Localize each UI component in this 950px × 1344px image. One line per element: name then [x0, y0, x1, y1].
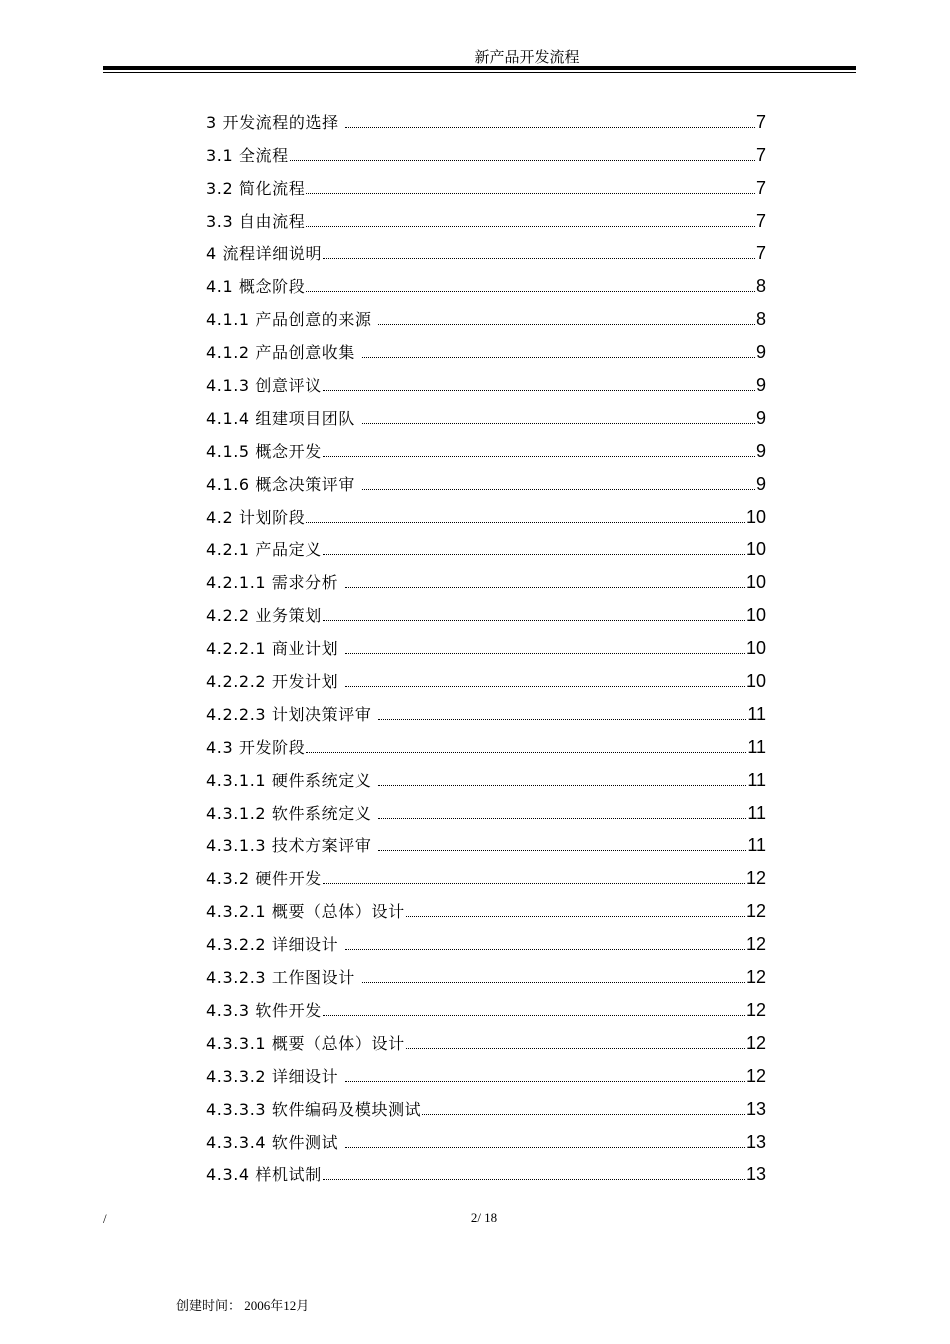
- toc-entry-label: 4.2.1 产品定义: [206, 540, 322, 560]
- toc-entry-page: 8: [755, 309, 766, 330]
- toc-dot-leader: [345, 127, 755, 128]
- toc-entry-label: 4.3.2.3 工作图设计: [206, 968, 361, 988]
- toc-dot-leader: [345, 1081, 745, 1082]
- toc-dot-leader: [345, 587, 745, 588]
- toc-entry[interactable]: [206, 893, 766, 926]
- toc-entry-page: 12: [745, 1065, 766, 1086]
- toc-dot-leader: [345, 949, 745, 950]
- toc-dot-leader: [323, 883, 745, 884]
- toc-entry-page: 9: [755, 342, 766, 363]
- toc-entry[interactable]: [206, 663, 766, 696]
- toc-entry[interactable]: [206, 762, 766, 795]
- toc-entry-page: 10: [745, 605, 766, 626]
- toc-dot-leader: [306, 752, 746, 753]
- toc-entry[interactable]: [206, 992, 766, 1025]
- toc-entry-label: 4.1.4 组建项目团队: [206, 408, 361, 428]
- footer-page-number: 2/ 18: [470, 1210, 498, 1225]
- toc-entry[interactable]: [206, 170, 766, 203]
- toc-entry-label: 4.2.1.1 需求分析: [206, 573, 344, 593]
- toc-entry[interactable]: [206, 860, 766, 893]
- toc-entry[interactable]: [206, 137, 766, 170]
- toc-dot-leader: [323, 554, 745, 555]
- toc-entry-label: 4.1.5 概念开发: [206, 441, 322, 461]
- toc-entry-page: 12: [745, 901, 766, 922]
- toc-entry[interactable]: [206, 696, 766, 729]
- toc-entry-page: 12: [745, 967, 766, 988]
- toc-dot-leader: [345, 686, 745, 687]
- toc-entry[interactable]: [206, 301, 766, 334]
- toc-dot-leader: [406, 916, 745, 917]
- toc-entry-label: 4.2 计划阶段: [206, 507, 306, 527]
- toc-entry-label: 4.3.2.2 详细设计: [206, 935, 344, 955]
- toc-entry-page: 10: [745, 506, 766, 527]
- toc-entry-page: 13: [745, 1164, 766, 1185]
- toc-entry[interactable]: [206, 367, 766, 400]
- toc-entry-label: 4.3.3.1 概要（总体）设计: [206, 1033, 405, 1053]
- toc-dot-leader: [306, 291, 755, 292]
- toc-entry-page: 7: [755, 144, 766, 165]
- toc-entry-page: 9: [755, 407, 766, 428]
- toc-entry-page: 11: [747, 769, 766, 790]
- toc-dot-leader: [306, 522, 745, 523]
- toc-dot-leader: [362, 982, 745, 983]
- toc-entry-label: 4.3.3 软件开发: [206, 1000, 322, 1020]
- toc-entry-page: 9: [755, 440, 766, 461]
- toc-entry-label: 4.3.2 硬件开发: [206, 869, 322, 889]
- toc-entry-page: 9: [755, 473, 766, 494]
- toc-entry-page: 12: [745, 999, 766, 1020]
- toc-entry[interactable]: [206, 729, 766, 762]
- toc-entry-page: 10: [745, 638, 766, 659]
- creation-date: 创建时间： 2006年12月: [176, 1298, 310, 1313]
- toc-entry-label: 4.1.1 产品创意的来源: [206, 310, 378, 330]
- toc-dot-leader: [362, 357, 755, 358]
- toc-dot-leader: [306, 193, 755, 194]
- toc-dot-leader: [406, 1048, 745, 1049]
- toc-entry-label: 4.3.2.1 概要（总体）设计: [206, 902, 405, 922]
- toc-entry-label: 4.3.1.2 软件系统定义: [206, 803, 378, 823]
- toc-entry-page: 13: [745, 1098, 766, 1119]
- toc-entry[interactable]: [206, 1058, 766, 1091]
- toc-dot-leader: [323, 620, 745, 621]
- toc-entry-page: 12: [745, 868, 766, 889]
- toc-entry-label: 4.2.2 业务策划: [206, 606, 322, 626]
- toc-entry-label: 4.1.6 概念决策评审: [206, 474, 361, 494]
- toc-entry-label: 4.1.3 创意评议: [206, 376, 322, 396]
- toc-dot-leader: [323, 258, 755, 259]
- toc-entry[interactable]: [206, 104, 766, 137]
- toc-entry-label: 3.2 简化流程: [206, 178, 306, 198]
- toc-entry-page: 10: [745, 671, 766, 692]
- toc-entry[interactable]: [206, 630, 766, 663]
- toc-entry-label: 4.3.3.4 软件测试: [206, 1132, 344, 1152]
- toc-dot-leader: [378, 850, 746, 851]
- toc-dot-leader: [422, 1114, 745, 1115]
- toc-dot-leader: [378, 785, 746, 786]
- toc-dot-leader: [323, 1015, 745, 1016]
- toc-entry[interactable]: [206, 466, 766, 499]
- toc-dot-leader: [323, 390, 755, 391]
- toc-entry-label: 4.3 开发阶段: [206, 737, 306, 757]
- toc-entry-label: 4.1 概念阶段: [206, 277, 306, 297]
- toc-entry-label: 4.3.1.1 硬件系统定义: [206, 770, 378, 790]
- toc-entry[interactable]: [206, 433, 766, 466]
- header-rule-thick: [103, 66, 856, 70]
- toc-entry[interactable]: [206, 597, 766, 630]
- toc-entry-page: 11: [747, 736, 766, 757]
- toc-entry-label: 4.3.3.3 软件编码及模块测试: [206, 1099, 422, 1119]
- toc-entry[interactable]: [206, 1124, 766, 1157]
- toc-dot-leader: [345, 1147, 745, 1148]
- toc-entry-label: 4 流程详细说明: [206, 244, 323, 264]
- toc-entry-page: 12: [745, 1032, 766, 1053]
- toc-entry[interactable]: [206, 926, 766, 959]
- toc-entry[interactable]: [206, 1025, 766, 1058]
- toc-entry-page: 7: [755, 111, 766, 132]
- toc-entry[interactable]: [206, 334, 766, 367]
- toc-entry-page: 12: [745, 934, 766, 955]
- toc-dot-leader: [362, 489, 755, 490]
- toc-dot-leader: [378, 818, 746, 819]
- header-rule-thin: [103, 72, 856, 73]
- toc-entry-label: 4.2.2.2 开发计划: [206, 672, 344, 692]
- toc-entry-label: 3.1 全流程: [206, 145, 289, 165]
- toc-entry-page: 8: [755, 276, 766, 297]
- toc-dot-leader: [306, 226, 755, 227]
- toc-entry-page: 13: [745, 1131, 766, 1152]
- toc-entry-page: 11: [747, 703, 766, 724]
- toc-entry-label: 4.3.1.3 技术方案评审: [206, 836, 378, 856]
- toc-dot-leader: [290, 160, 755, 161]
- toc-dot-leader: [378, 719, 746, 720]
- header-title: 新产品开发流程: [474, 48, 580, 66]
- table-of-contents: [206, 104, 766, 1189]
- toc-dot-leader: [362, 423, 755, 424]
- toc-entry[interactable]: [206, 236, 766, 269]
- toc-entry-label: 4.3.3.2 详细设计: [206, 1066, 344, 1086]
- toc-entry-page: 7: [755, 243, 766, 264]
- toc-entry[interactable]: [206, 564, 766, 597]
- footer-slash: /: [103, 1211, 107, 1226]
- toc-entry-page: 7: [755, 177, 766, 198]
- toc-entry-label: 4.1.2 产品创意收集: [206, 343, 361, 363]
- toc-entry-page: 10: [745, 572, 766, 593]
- toc-entry[interactable]: [206, 203, 766, 236]
- toc-entry[interactable]: [206, 1091, 766, 1124]
- toc-entry-page: 9: [755, 375, 766, 396]
- toc-entry[interactable]: [206, 532, 766, 565]
- toc-entry-label: 4.2.2.1 商业计划: [206, 639, 344, 659]
- toc-dot-leader: [323, 456, 755, 457]
- toc-entry[interactable]: [206, 268, 766, 301]
- toc-entry[interactable]: [206, 400, 766, 433]
- toc-dot-leader: [345, 653, 745, 654]
- toc-dot-leader: [323, 1179, 745, 1180]
- toc-entry-label: 4.3.4 样机试制: [206, 1165, 322, 1185]
- toc-entry[interactable]: [206, 795, 766, 828]
- toc-entry[interactable]: [206, 959, 766, 992]
- toc-dot-leader: [378, 324, 755, 325]
- toc-entry-label: 4.2.2.3 计划决策评审: [206, 704, 378, 724]
- toc-entry-label: 3 开发流程的选择: [206, 112, 345, 132]
- toc-entry[interactable]: [206, 499, 766, 532]
- toc-entry[interactable]: [206, 1157, 766, 1190]
- toc-entry[interactable]: [206, 828, 766, 861]
- toc-entry-page: 10: [745, 539, 766, 560]
- toc-entry-page: 11: [747, 802, 766, 823]
- toc-entry-label: 3.3 自由流程: [206, 211, 306, 231]
- toc-entry-page: 11: [747, 835, 766, 856]
- toc-entry-page: 7: [755, 210, 766, 231]
